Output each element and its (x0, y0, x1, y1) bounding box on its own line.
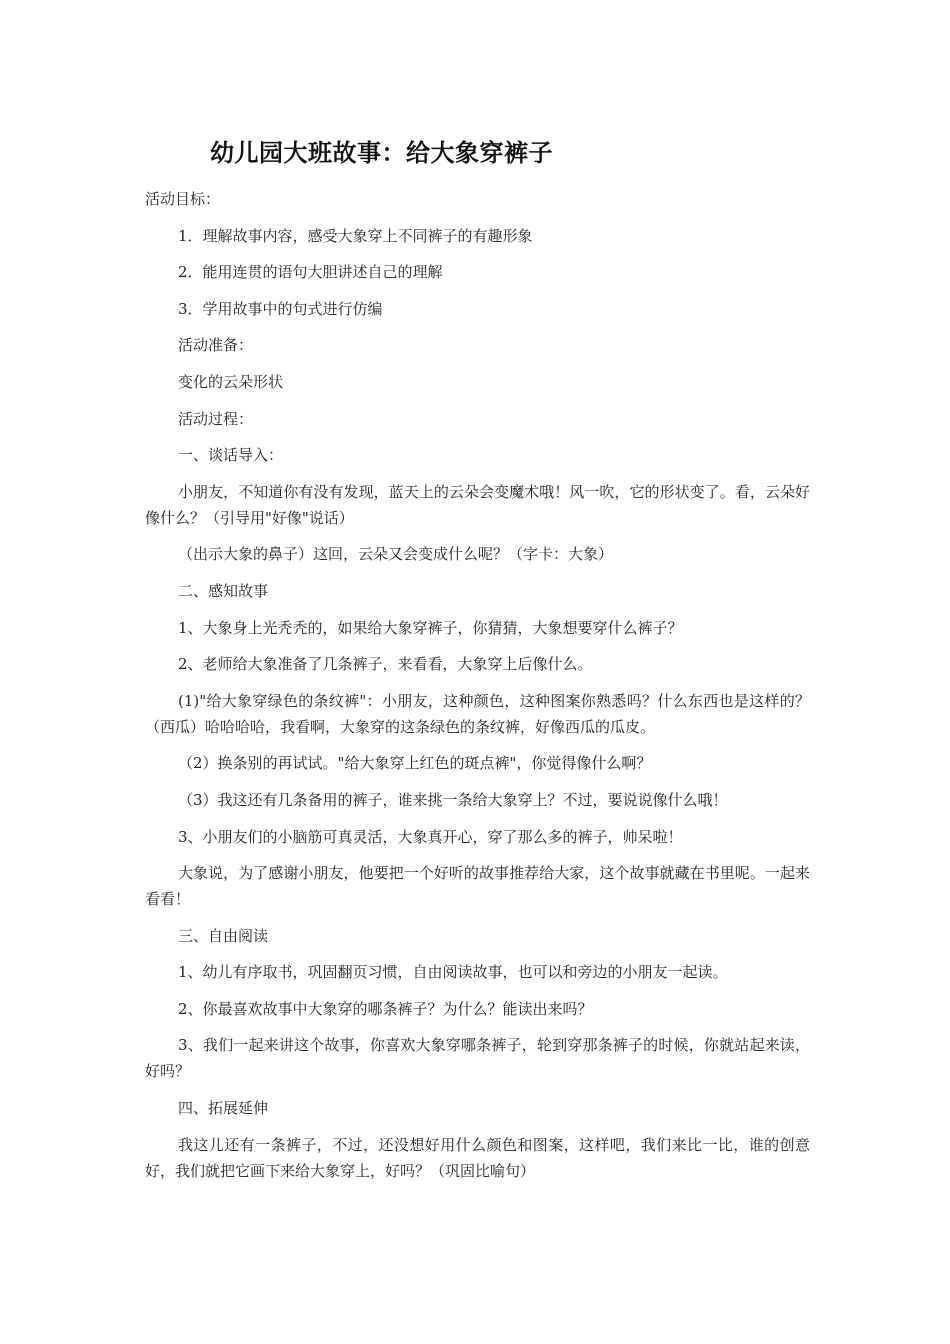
paragraph: 变化的云朵形状 (178, 372, 284, 391)
paragraph: 一、谈话导入： (178, 446, 284, 465)
paragraph: 大象说，为了感谢小朋友，他要把一个好听的故事推荐给大家，这个故事就藏在书里呢。一起来看看！ (145, 864, 810, 909)
document-body (145, 186, 810, 1194)
paragraph: 活动准备： (178, 336, 254, 355)
paragraph: （2）换条别的再试试。"给大象穿上红色的斑点裤"，你觉得像什么啊？ (178, 754, 652, 773)
paragraph: 2．能用连贯的语句大胆讲述自己的理解 (178, 263, 443, 282)
paragraph: 2、老师给大象准备了几条裤子，来看看，大象穿上后像什么。 (178, 655, 593, 674)
paragraph: 3、小朋友们的小脑筋可真灵活，大象真开心，穿了那么多的裤子，帅呆啦！ (178, 827, 683, 846)
paragraph: 二、感知故事 (178, 581, 269, 600)
paragraph: 3、我们一起来讲这个故事，你喜欢大象穿哪条裤子，轮到穿那条裤子的时候，你就站起来读，好吗？ (145, 1036, 810, 1081)
paragraph: (1)"给大象穿绿色的条纹裤"：小朋友，这种颜色，这种图案你熟悉吗？什么东西也是这样的？（西瓜）哈哈哈哈，我看啊，大象穿的这条绿色的条纹裤，好像西瓜的瓜皮。 (145, 691, 810, 736)
paragraph: （3）我这还有几条备用的裤子，谁来挑一条给大象穿上？不过，要说说像什么哦！ (178, 790, 728, 809)
paragraph: 3．学用故事中的句式进行仿编 (178, 299, 383, 318)
paragraph: 1、大象身上光秃秃的，如果给大象穿裤子，你猜猜，大象想要穿什么裤子？ (178, 618, 683, 637)
paragraph: 活动目标： (145, 190, 221, 208)
paragraph: 活动过程： (178, 409, 254, 428)
page-title: 幼儿园大班故事：给大象穿裤子 (210, 139, 553, 167)
paragraph: 1．理解故事内容，感受大象穿上不同裤子的有趣形象 (178, 226, 533, 245)
paragraph: （出示大象的鼻子）这回，云朵又会变成什么呢？（字卡：大象） (178, 545, 614, 564)
paragraph: 三、自由阅读 (178, 926, 269, 945)
paragraph: 小朋友，不知道你有没有发现，蓝天上的云朵会变魔术哦！风一吹，它的形状变了。看，云朵好像什么？（引导用"好像"说话） (145, 482, 810, 527)
paragraph: 我这儿还有一条裤子，不过，还没想好用什么颜色和图案，这样吧，我们来比一比，谁的创意好，我们就把它画下来给大象穿上，好吗？（巩固比喻句） (145, 1135, 810, 1180)
paragraph: 2、你最喜欢故事中大象穿的哪条裤子？为什么？能读出来吗？ (178, 999, 593, 1018)
paragraph: 四、拓展延伸 (178, 1099, 269, 1118)
paragraph: 1、幼儿有序取书，巩固翻页习惯，自由阅读故事，也可以和旁边的小朋友一起读。 (178, 963, 728, 982)
